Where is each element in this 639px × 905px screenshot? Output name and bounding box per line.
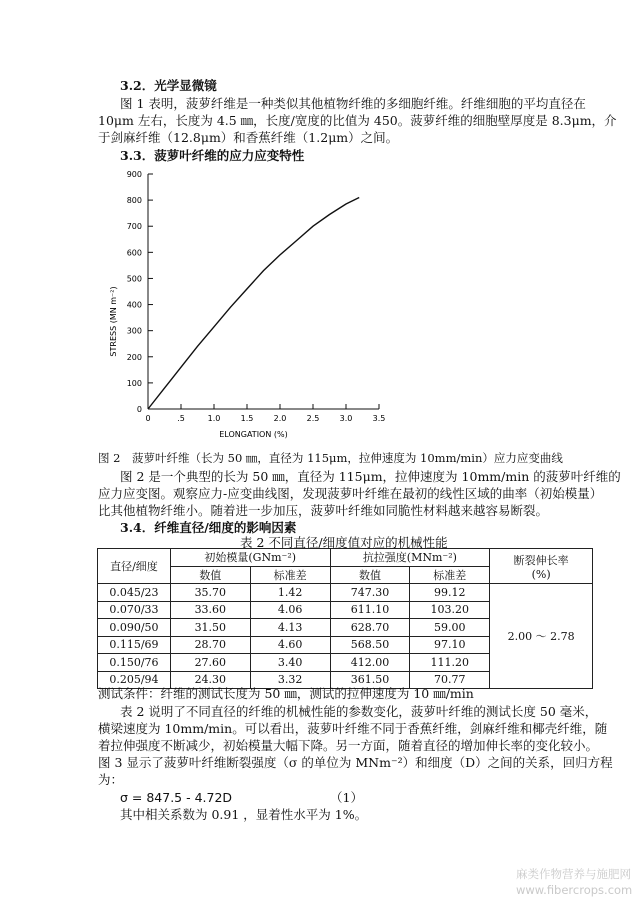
table-cell: 628.70 [330, 619, 410, 637]
subheader-value: 数值 [170, 566, 250, 584]
table-cell: 611.10 [330, 601, 410, 619]
watermark-title: 麻类作物营养与施肥网 [516, 867, 631, 881]
test-condition: 测试条件：纤维的测试长度为 50 ㎜，测试的拉伸速度为 10 ㎜/min [98, 686, 474, 701]
table-cell: 0.115/69 [98, 636, 171, 654]
table-cell: 747.30 [330, 584, 410, 602]
table-cell: 412.00 [330, 654, 410, 672]
table-cell: 31.50 [170, 619, 250, 637]
table-cell: 0.045/23 [98, 584, 171, 602]
header-elongation-label: 断裂伸长率 [513, 553, 569, 567]
header-modulus: 初始模量(GNm⁻²) [170, 549, 330, 567]
table-cell: 35.70 [170, 584, 250, 602]
stress-strain-curve [148, 198, 359, 410]
table-cell: 59.00 [410, 619, 490, 637]
paragraph-6: 其中相关系数为 0.91 ，显着性水平为 1%。 [120, 807, 368, 822]
subheader-value: 数值 [330, 566, 410, 584]
x-tick-label: 1.0 [207, 414, 221, 423]
table-cell: 0.090/50 [98, 619, 171, 637]
subheader-std: 标准差 [410, 566, 490, 584]
table-cell: 99.12 [410, 584, 490, 602]
section-3-2-line-2: 10μm 左右，长度为 4.5 ㎜，长度/宽度的比值为 450。菠萝纤维的细胞壁厚度是 8.3μm，介 [98, 113, 617, 128]
header-elongation [490, 549, 593, 584]
regression-equation: σ = 847.5 - 4.72D [120, 790, 233, 805]
section-3-2-line-1: 图 1 表明，菠萝纤维是一种类似其他植物纤维的多细胞纤维。纤维细胞的平均直径在 [120, 96, 586, 111]
subheader-std: 标准差 [250, 566, 330, 584]
x-tick-label: 2.5 [306, 414, 320, 423]
paragraph-5-line-1: 图 3 显示了菠萝叶纤维断裂强度（σ 的单位为 MNm⁻²）和细度（D）之间的关系，回归方程 [98, 755, 613, 770]
x-tick-label: 3.5 [372, 414, 386, 423]
equation-number: （1） [330, 790, 363, 805]
table-cell: 24.30 [170, 671, 250, 689]
paragraph-5-line-2: 为： [98, 772, 124, 787]
x-tick-label: 3.0 [339, 414, 353, 423]
figure-2-caption: 图 2 菠萝叶纤维（长为 50 ㎜，直径为 115μm，拉伸速度为 10mm/min）应力应变曲线 [98, 451, 563, 465]
paragraph-4-line-3: 着拉伸强度不断减少，初始模量大幅下降。另一方面，随着直径的增加伸长率的变化较小。 [98, 738, 599, 753]
y-tick-label: 700 [126, 222, 142, 232]
table-cell: 4.60 [250, 636, 330, 654]
x-tick-label: 1.5 [240, 414, 254, 423]
x-axis-label: ELONGATION (%) [219, 430, 288, 439]
table-cell: 70.77 [410, 671, 490, 689]
table-row [98, 584, 593, 602]
section-3-3-title: 3.3．菠萝叶纤维的应力应变特性 [120, 148, 305, 163]
header-strength: 抗拉强度(MNm⁻²) [330, 549, 490, 567]
section-3-3-line-1: 图 2 是一个典型的长为 50 ㎜，直径为 115μm，拉伸速度为 10mm/min 的菠萝叶纤维的 [120, 469, 621, 484]
x-tick-label: .5 [177, 414, 185, 423]
table-cell: 33.60 [170, 601, 250, 619]
section-3-3-line-3: 比其他植物纤维小。随着进一步加压，菠萝叶纤维如同脆性材料越来越容易断裂。 [98, 503, 549, 518]
y-tick-label: 300 [126, 326, 142, 336]
mechanical-properties-table [97, 548, 593, 689]
table-cell: 4.13 [250, 619, 330, 637]
table-2-title: 表 2 不同直径/细度值对应的机械性能 [240, 535, 448, 550]
table-cell: 3.40 [250, 654, 330, 672]
y-tick-label: 0 [136, 405, 142, 414]
table-cell: 97.10 [410, 636, 490, 654]
table-cell: 361.50 [330, 671, 410, 689]
table-cell: 28.70 [170, 636, 250, 654]
paragraph-4-line-1: 表 2 说明了不同直径的纤维的机械性能的参数变化，菠萝叶纤维的测试长度 50 毫米， [120, 704, 598, 719]
section-3-2-title: 3.2．光学显微镜 [120, 78, 217, 93]
table-cell: 4.06 [250, 601, 330, 619]
y-tick-label: 100 [126, 378, 142, 388]
y-tick-label: 200 [126, 352, 142, 362]
elongation-range: 2.00 ～ 2.78 [490, 584, 593, 689]
stress-strain-chart [95, 165, 395, 450]
table-cell: 1.42 [250, 584, 330, 602]
table-cell: 27.60 [170, 654, 250, 672]
header-elongation-unit: (%) [531, 567, 551, 581]
table-cell: 568.50 [330, 636, 410, 654]
table-cell: 0.205/94 [98, 671, 171, 689]
table-cell: 103.20 [410, 601, 490, 619]
y-tick-label: 400 [126, 300, 142, 310]
y-tick-label: 600 [126, 248, 142, 258]
paragraph-4-line-2: 横梁速度为 10mm/min。可以看出，菠萝叶纤维不同于香蕉纤维，剑麻纤维和椰壳纤维，随 [98, 721, 608, 736]
section-3-3-line-2: 应力应变图。观察应力-应变曲线图，发现菠萝叶纤维在最初的线性区域的曲率（初始模量） [98, 486, 603, 501]
table-cell: 111.20 [410, 654, 490, 672]
watermark-url: www.fibercrops.com [516, 883, 633, 897]
table-cell: 0.150/76 [98, 654, 171, 672]
section-3-2-line-3: 于剑麻纤维（12.8μm）和香蕉纤维（1.2μm）之间。 [98, 130, 399, 145]
y-tick-label: 800 [126, 196, 142, 206]
x-tick-label: 0 [145, 414, 151, 423]
y-tick-label: 500 [126, 274, 142, 284]
table-cell: 3.32 [250, 671, 330, 689]
x-tick-label: 2.0 [273, 414, 287, 423]
table-cell: 0.070/33 [98, 601, 171, 619]
section-3-4-title: 3.4．纤维直径/细度的影响因素 [120, 520, 297, 535]
y-axis-label: STRESS (MN m⁻²) [109, 286, 118, 357]
y-tick-label: 900 [126, 170, 142, 179]
header-diameter: 直径/细度 [98, 549, 171, 584]
